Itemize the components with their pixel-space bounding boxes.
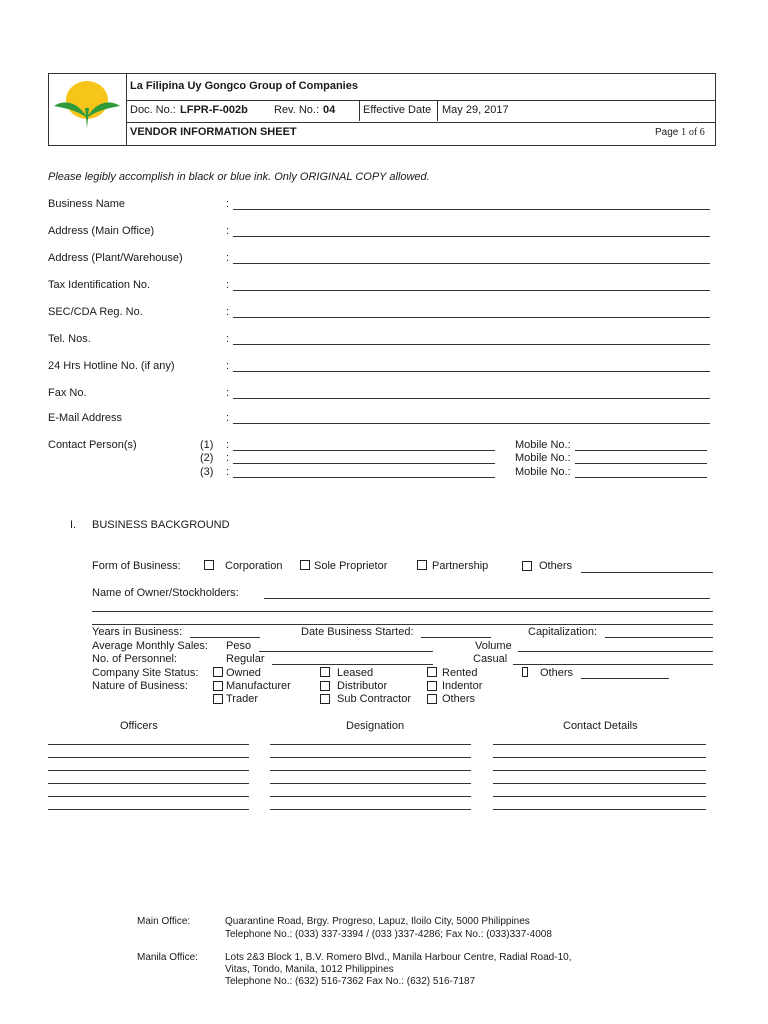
company-logo	[52, 78, 122, 130]
corporation-checkbox[interactable]	[204, 560, 214, 570]
contact-colon: :	[226, 466, 230, 478]
casual-field[interactable]	[513, 664, 713, 665]
mobile-field[interactable]	[575, 477, 707, 478]
officer-field[interactable]	[48, 783, 249, 784]
mobile-label: Mobile No.:	[515, 452, 571, 464]
peso-field[interactable]	[259, 651, 433, 652]
contact-number: (2)	[200, 452, 214, 464]
main-office-label: Main Office:	[137, 916, 191, 927]
field-colon: :	[226, 360, 230, 372]
rev-no-label: Rev. No.:	[274, 104, 320, 116]
corporation-label: Corporation	[225, 560, 283, 572]
avg-sales-label: Average Monthly Sales:	[92, 640, 208, 652]
rented-label: Rented	[442, 667, 478, 679]
others-form-checkbox[interactable]	[522, 561, 532, 571]
designation-header: Designation	[346, 720, 405, 732]
capitalization-field[interactable]	[605, 637, 713, 638]
page-number: 1	[681, 127, 687, 138]
sub-contractor-label: Sub Contractor	[337, 693, 411, 705]
others-form-label: Others	[539, 560, 573, 572]
header-divider	[437, 100, 438, 121]
volume-field[interactable]	[518, 651, 713, 652]
field-input-line[interactable]	[233, 236, 710, 237]
owner-field[interactable]	[264, 598, 710, 599]
doc-no-label: Doc. No.:	[130, 104, 176, 116]
leased-label: Leased	[337, 667, 374, 679]
officer-field[interactable]	[48, 770, 249, 771]
field-label: E-Mail Address	[48, 412, 122, 424]
sole-proprietor-label: Sole Proprietor	[314, 560, 388, 572]
volume-label: Volume	[475, 640, 512, 652]
personnel-label: No. of Personnel:	[92, 653, 177, 665]
field-label: Address (Plant/Warehouse)	[48, 252, 183, 264]
others-site-field[interactable]	[581, 678, 669, 679]
designation-field[interactable]	[270, 744, 471, 745]
partnership-label: Partnership	[432, 560, 489, 572]
others-site-checkbox[interactable]	[522, 667, 528, 677]
field-label: Tel. Nos.	[48, 333, 91, 345]
mobile-label: Mobile No.:	[515, 439, 571, 451]
main-office-address: Quarantine Road, Brgy. Progreso, Lapuz, Iloilo City, 5000 Philippines	[225, 916, 530, 927]
designation-field[interactable]	[270, 757, 471, 758]
main-office-phone: Telephone No.: (033) 337-3394 / (033 )337-4286; Fax No.: (033)337-4008	[225, 929, 552, 940]
field-colon: :	[226, 198, 230, 210]
company-name: La Filipina Uy Gongco Group of Companies	[130, 80, 358, 92]
mobile-field[interactable]	[575, 463, 707, 464]
rev-no-value: 04	[323, 104, 336, 116]
date-started-field[interactable]	[421, 637, 491, 638]
header-divider	[359, 100, 360, 121]
contact-name-field[interactable]	[233, 477, 495, 478]
field-label: Tax Identification No.	[48, 279, 151, 291]
contact-number: (3)	[200, 466, 214, 478]
leased-checkbox[interactable]	[320, 667, 330, 677]
manufacturer-label: Manufacturer	[226, 680, 291, 692]
header-row-line	[126, 122, 715, 123]
peso-label: Peso	[226, 640, 252, 652]
form-of-business-label: Form of Business:	[92, 560, 181, 572]
instructions: Please legibly accomplish in black or blue ink. Only ORIGINAL COPY allowed.	[48, 171, 430, 183]
contact-details-field[interactable]	[493, 744, 706, 745]
manufacturer-checkbox[interactable]	[213, 681, 223, 691]
contact-details-header: Contact Details	[563, 720, 638, 732]
owned-checkbox[interactable]	[213, 667, 223, 677]
contact-details-field[interactable]	[493, 796, 706, 797]
contact-details-field[interactable]	[493, 809, 706, 810]
field-colon: :	[226, 333, 230, 345]
others-nature-checkbox[interactable]	[427, 694, 437, 704]
contact-details-field[interactable]	[493, 757, 706, 758]
officer-field[interactable]	[48, 757, 249, 758]
mobile-label: Mobile No.:	[515, 466, 571, 478]
others-nature-label: Others	[442, 693, 476, 705]
officer-field[interactable]	[48, 796, 249, 797]
field-input-line[interactable]	[233, 263, 710, 264]
indentor-checkbox[interactable]	[427, 681, 437, 691]
manila-office-address-2: Vitas, Tondo, Manila, 1012 Philippines	[225, 964, 394, 975]
distributor-label: Distributor	[337, 680, 388, 692]
casual-label: Casual	[473, 653, 508, 665]
field-colon: :	[226, 279, 230, 291]
sub-contractor-checkbox[interactable]	[320, 694, 330, 704]
field-input-line[interactable]	[233, 398, 710, 399]
officers-header: Officers	[120, 720, 158, 732]
doc-no-value: LFPR-F-002b	[180, 104, 248, 116]
contact-colon: :	[226, 439, 230, 451]
officer-field[interactable]	[48, 809, 249, 810]
field-label: SEC/CDA Reg. No.	[48, 306, 143, 318]
page-indicator	[655, 127, 705, 138]
field-input-line[interactable]	[233, 371, 710, 372]
field-label: Fax No.	[48, 387, 87, 399]
field-label: Address (Main Office)	[48, 225, 155, 237]
sole-proprietor-checkbox[interactable]	[300, 560, 310, 570]
owned-label: Owned	[226, 667, 261, 679]
page-of: of 6	[688, 127, 705, 138]
field-colon: :	[226, 412, 230, 424]
contact-name-field[interactable]	[233, 450, 495, 451]
field-label: Business Name	[48, 198, 126, 210]
capitalization-label: Capitalization:	[528, 626, 598, 638]
mobile-field[interactable]	[575, 450, 707, 451]
contact-colon: :	[226, 452, 230, 464]
field-colon: :	[226, 387, 230, 399]
field-input-line[interactable]	[233, 423, 710, 424]
manila-office-address-1: Lots 2&3 Block 1, B.V. Romero Blvd., Manila Harbour Centre, Radial Road-10,	[225, 952, 572, 963]
contact-details-field[interactable]	[493, 770, 706, 771]
others-site-label: Others	[540, 667, 574, 679]
indentor-label: Indentor	[442, 680, 483, 692]
section-title: BUSINESS BACKGROUND	[92, 519, 230, 531]
designation-field[interactable]	[270, 809, 471, 810]
regular-label: Regular	[226, 653, 265, 665]
manila-office-phone: Telephone No.: (632) 516-7362 Fax No.: (632) 516-7187	[225, 976, 476, 987]
partnership-checkbox[interactable]	[417, 560, 427, 570]
field-colon: :	[226, 306, 230, 318]
date-started-label: Date Business Started:	[301, 626, 414, 638]
field-label: 24 Hrs Hotline No. (if any)	[48, 360, 175, 372]
site-status-label: Company Site Status:	[92, 667, 199, 679]
trader-label: Trader	[226, 693, 258, 705]
contact-number: (1)	[200, 439, 214, 451]
form-title: VENDOR INFORMATION SHEET	[130, 126, 297, 138]
header-row-line	[126, 100, 715, 101]
years-field[interactable]	[190, 637, 260, 638]
manila-office-label: Manila Office:	[137, 952, 198, 963]
section-number: I.	[70, 519, 77, 531]
field-input-line[interactable]	[233, 209, 710, 210]
trader-checkbox[interactable]	[213, 694, 223, 704]
effective-date-label: Effective Date	[363, 104, 432, 116]
rented-checkbox[interactable]	[427, 667, 437, 677]
others-form-field[interactable]	[581, 572, 713, 573]
owner-label: Name of Owner/Stockholders:	[92, 587, 239, 599]
page-label: Page	[655, 127, 679, 138]
contact-details-field[interactable]	[493, 783, 706, 784]
owner-field-line-2[interactable]	[92, 611, 713, 612]
distributor-checkbox[interactable]	[320, 681, 330, 691]
designation-field[interactable]	[270, 796, 471, 797]
contact-name-field[interactable]	[233, 463, 495, 464]
field-colon: :	[226, 252, 230, 264]
field-colon: :	[226, 225, 230, 237]
years-label: Years in Business:	[92, 626, 183, 638]
field-input-line[interactable]	[233, 344, 710, 345]
nature-label: Nature of Business:	[92, 680, 188, 692]
designation-field[interactable]	[270, 783, 471, 784]
owner-field-line-3[interactable]	[92, 624, 713, 625]
field-input-line[interactable]	[233, 317, 710, 318]
effective-date-value: May 29, 2017	[442, 104, 509, 116]
regular-field[interactable]	[272, 664, 433, 665]
field-input-line[interactable]	[233, 290, 710, 291]
contact-person-label: Contact Person(s)	[48, 439, 137, 451]
designation-field[interactable]	[270, 770, 471, 771]
officer-field[interactable]	[48, 744, 249, 745]
header-divider	[126, 74, 127, 145]
